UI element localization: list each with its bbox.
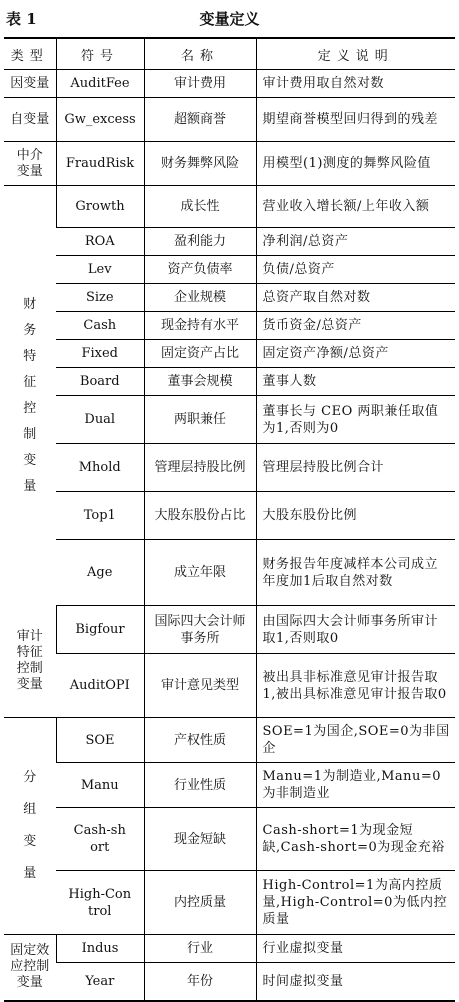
definition-cell: 负债/总资产 bbox=[256, 256, 455, 284]
table-caption bbox=[0, 2, 459, 34]
category-grouping: 分组变量 bbox=[4, 718, 56, 935]
name-cell: 现金短缺 bbox=[144, 808, 256, 871]
name-cell: 行业性质 bbox=[144, 763, 256, 808]
category-dependent: 因变量 bbox=[4, 70, 56, 98]
category-independent: 自变量 bbox=[4, 98, 56, 142]
symbol-cell: Cash-short bbox=[56, 808, 144, 871]
table-row bbox=[4, 368, 455, 396]
name-cell: 管理层持股比例 bbox=[144, 444, 256, 492]
definition-cell: 行业虚拟变量 bbox=[256, 935, 455, 963]
definition-cell: 大股东股份比例 bbox=[256, 492, 455, 540]
header-symbol: 符号 bbox=[56, 38, 144, 70]
symbol-cell: Fixed bbox=[56, 340, 144, 368]
definition-cell: 董事人数 bbox=[256, 368, 455, 396]
name-cell: 资产负债率 bbox=[144, 256, 256, 284]
symbol-cell: High-Control bbox=[56, 871, 144, 935]
table-row bbox=[4, 312, 455, 340]
name-cell: 产权性质 bbox=[144, 718, 256, 763]
table-row bbox=[4, 142, 455, 186]
table-row bbox=[4, 808, 455, 871]
table-row bbox=[4, 284, 455, 312]
category-fixed-effects: 固定效应控制变量 bbox=[4, 935, 56, 1001]
symbol-cell: Gw_excess bbox=[56, 98, 144, 142]
name-cell: 内控质量 bbox=[144, 871, 256, 935]
symbol-cell: Board bbox=[56, 368, 144, 396]
symbol-cell: Indus bbox=[56, 935, 144, 963]
table-row bbox=[4, 492, 455, 540]
name-cell: 固定资产占比 bbox=[144, 340, 256, 368]
symbol-cell: ROA bbox=[56, 228, 144, 256]
name-cell: 大股东股份占比 bbox=[144, 492, 256, 540]
definition-cell: 固定资产净额/总资产 bbox=[256, 340, 455, 368]
table-row bbox=[4, 228, 455, 256]
table-row bbox=[4, 340, 455, 368]
table-row bbox=[4, 935, 455, 963]
table-row bbox=[4, 963, 455, 1001]
table-row bbox=[4, 540, 455, 606]
category-mediator: 中介变量 bbox=[4, 142, 56, 186]
table-row bbox=[4, 871, 455, 935]
symbol-cell: Year bbox=[56, 963, 144, 1001]
definition-cell: 管理层持股比例合计 bbox=[256, 444, 455, 492]
table-header-row bbox=[4, 38, 455, 70]
table-row bbox=[4, 654, 455, 718]
definition-cell: 用模型(1)测度的舞弊风险值 bbox=[256, 142, 455, 186]
definition-cell: 审计费用取自然对数 bbox=[256, 70, 455, 98]
category-audit-controls: 审计特征控制变量 bbox=[4, 606, 56, 718]
definition-cell: Cash-short=1为现金短缺,Cash-short=0为现金充裕 bbox=[256, 808, 455, 871]
definition-cell: 董事长与 CEO 两职兼任取值为1,否则为0 bbox=[256, 396, 455, 444]
name-cell: 董事会规模 bbox=[144, 368, 256, 396]
table-row bbox=[4, 98, 455, 142]
name-cell: 企业规模 bbox=[144, 284, 256, 312]
table-row bbox=[4, 444, 455, 492]
definition-cell: High-Control=1为高内控质量,High-Control=0为低内控质量 bbox=[256, 871, 455, 935]
name-cell: 现金持有水平 bbox=[144, 312, 256, 340]
name-cell: 审计费用 bbox=[144, 70, 256, 98]
table-row bbox=[4, 256, 455, 284]
symbol-cell: Lev bbox=[56, 256, 144, 284]
definition-cell: 净利润/总资产 bbox=[256, 228, 455, 256]
table-row bbox=[4, 718, 455, 763]
table-row bbox=[4, 606, 455, 654]
table-row bbox=[4, 396, 455, 444]
name-cell: 审计意见类型 bbox=[144, 654, 256, 718]
header-name: 名称 bbox=[144, 38, 256, 70]
name-cell: 超额商誉 bbox=[144, 98, 256, 142]
symbol-cell: Cash bbox=[56, 312, 144, 340]
table-number: 表 1 bbox=[6, 10, 37, 28]
table-row bbox=[4, 763, 455, 808]
name-cell: 财务舞弊风险 bbox=[144, 142, 256, 186]
name-cell: 成长性 bbox=[144, 186, 256, 228]
definition-cell: 总资产取自然对数 bbox=[256, 284, 455, 312]
name-cell: 国际四大会计师事务所 bbox=[144, 606, 256, 654]
symbol-cell: SOE bbox=[56, 718, 144, 763]
symbol-cell: AuditOPI bbox=[56, 654, 144, 718]
symbol-cell: Size bbox=[56, 284, 144, 312]
symbol-cell: Top1 bbox=[56, 492, 144, 540]
table-title: 变量定义 bbox=[199, 10, 260, 28]
symbol-cell: AuditFee bbox=[56, 70, 144, 98]
variable-definition-table bbox=[4, 37, 455, 1002]
definition-cell: SOE=1为国企,SOE=0为非国企 bbox=[256, 718, 455, 763]
definition-cell: 营业收入增长额/上年收入额 bbox=[256, 186, 455, 228]
name-cell: 行业 bbox=[144, 935, 256, 963]
name-cell: 盈利能力 bbox=[144, 228, 256, 256]
symbol-cell: Dual bbox=[56, 396, 144, 444]
symbol-cell: Age bbox=[56, 540, 144, 606]
name-cell: 成立年限 bbox=[144, 540, 256, 606]
symbol-cell: Growth bbox=[56, 186, 144, 228]
definition-cell: 财务报告年度减样本公司成立年度加1后取自然对数 bbox=[256, 540, 455, 606]
name-cell: 年份 bbox=[144, 963, 256, 1001]
definition-cell: 被出具非标准意见审计报告取1,被出具标准意见审计报告取0 bbox=[256, 654, 455, 718]
symbol-cell: FraudRisk bbox=[56, 142, 144, 186]
symbol-cell: Bigfour bbox=[56, 606, 144, 654]
definition-cell: 期望商誉模型回归得到的残差 bbox=[256, 98, 455, 142]
definition-cell: 由国际四大会计师事务所审计取1,否则取0 bbox=[256, 606, 455, 654]
name-cell: 两职兼任 bbox=[144, 396, 256, 444]
definition-cell: 时间虚拟变量 bbox=[256, 963, 455, 1001]
header-type: 类型 bbox=[4, 38, 56, 70]
header-definition: 定义说明 bbox=[256, 38, 455, 70]
table-row bbox=[4, 186, 455, 228]
definition-cell: 货币资金/总资产 bbox=[256, 312, 455, 340]
definition-cell: Manu=1为制造业,Manu=0为非制造业 bbox=[256, 763, 455, 808]
category-financial-controls: 财务特征控制变量 bbox=[23, 296, 37, 494]
symbol-cell: Manu bbox=[56, 763, 144, 808]
table-row bbox=[4, 70, 455, 98]
symbol-cell: Mhold bbox=[56, 444, 144, 492]
